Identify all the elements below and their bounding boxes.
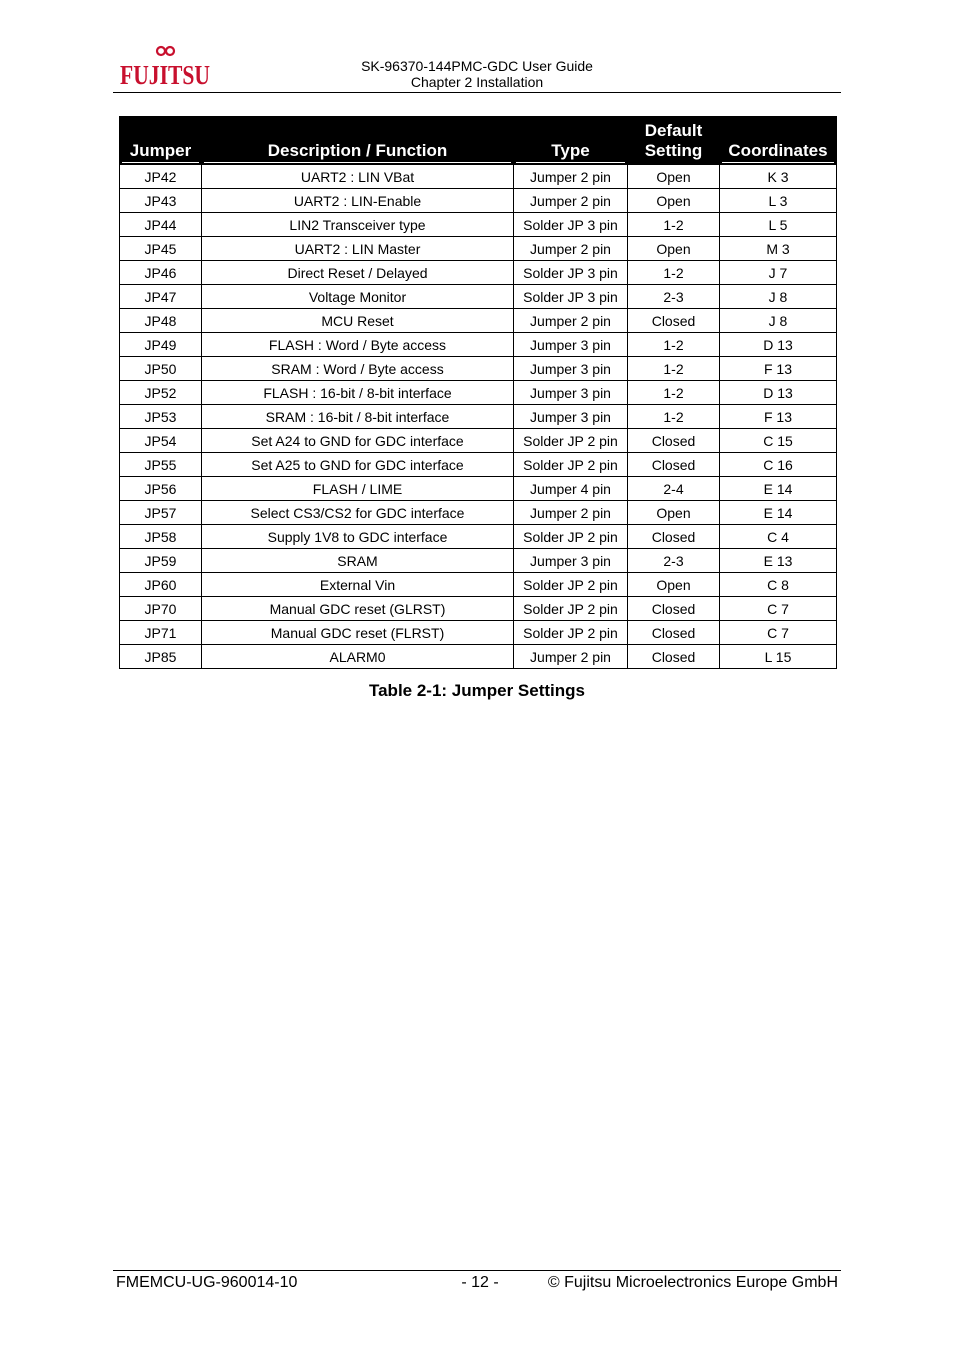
cell-jumper: JP55: [120, 453, 202, 477]
table-row: [120, 645, 837, 669]
cell-coordinates: C 7: [720, 621, 837, 645]
cell-coordinates: L 5: [720, 213, 837, 237]
table-row: [120, 477, 837, 501]
cell-coordinates: C 4: [720, 525, 837, 549]
table-caption: Table 2-1: Jumper Settings: [368, 681, 585, 700]
cell-coordinates: L 3: [720, 189, 837, 213]
cell-jumper: JP57: [120, 501, 202, 525]
col-header-description: Description / Function: [202, 117, 514, 165]
cell-type: Jumper 2 pin: [514, 501, 628, 525]
cell-coordinates: F 13: [720, 357, 837, 381]
cell-jumper: JP70: [120, 597, 202, 621]
cell-description: SRAM : Word / Byte access: [202, 357, 514, 381]
cell-type: Jumper 3 pin: [514, 333, 628, 357]
cell-description: LIN2 Transceiver type: [202, 213, 514, 237]
cell-type: Solder JP 2 pin: [514, 597, 628, 621]
cell-default: 1-2: [628, 261, 720, 285]
cell-coordinates: D 13: [720, 333, 837, 357]
cell-type: Jumper 3 pin: [514, 381, 628, 405]
cell-description: SRAM : 16-bit / 8-bit interface: [202, 405, 514, 429]
footer-divider: [113, 1270, 841, 1271]
fujitsu-logo: [120, 44, 212, 92]
table-row: [120, 549, 837, 573]
cell-jumper: JP54: [120, 429, 202, 453]
cell-type: Jumper 2 pin: [514, 645, 628, 669]
table-row: [120, 309, 837, 333]
cell-description: UART2 : LIN Master: [202, 237, 514, 261]
cell-default: Open: [628, 237, 720, 261]
col-header-jumper: Jumper: [120, 117, 202, 165]
chapter-title: Chapter 2 Installation: [410, 74, 544, 90]
cell-type: Jumper 2 pin: [514, 189, 628, 213]
cell-default: Closed: [628, 621, 720, 645]
cell-jumper: JP85: [120, 645, 202, 669]
cell-default: 2-3: [628, 549, 720, 573]
cell-type: Jumper 3 pin: [514, 405, 628, 429]
cell-coordinates: J 8: [720, 309, 837, 333]
cell-jumper: JP50: [120, 357, 202, 381]
cell-description: UART2 : LIN VBat: [202, 164, 514, 189]
cell-coordinates: E 14: [720, 501, 837, 525]
cell-type: Solder JP 2 pin: [514, 453, 628, 477]
footer-copyright: © Fujitsu Microelectronics Europe GmbH: [547, 1274, 838, 1291]
table-row: [120, 453, 837, 477]
cell-type: Jumper 2 pin: [514, 237, 628, 261]
cell-jumper: JP42: [120, 164, 202, 189]
cell-coordinates: K 3: [720, 164, 837, 189]
cell-coordinates: F 13: [720, 405, 837, 429]
cell-default: 1-2: [628, 213, 720, 237]
table-row: [120, 285, 837, 309]
cell-default: Open: [628, 501, 720, 525]
col-header-type: Type: [514, 117, 628, 165]
cell-description: Direct Reset / Delayed: [202, 261, 514, 285]
cell-coordinates: J 8: [720, 285, 837, 309]
cell-description: Set A24 to GND for GDC interface: [202, 429, 514, 453]
cell-type: Solder JP 2 pin: [514, 429, 628, 453]
cell-coordinates: C 15: [720, 429, 837, 453]
cell-description: MCU Reset: [202, 309, 514, 333]
cell-default: Closed: [628, 597, 720, 621]
cell-default: Closed: [628, 645, 720, 669]
cell-description: Set A25 to GND for GDC interface: [202, 453, 514, 477]
cell-description: External Vin: [202, 573, 514, 597]
cell-type: Solder JP 2 pin: [514, 525, 628, 549]
table-row: [120, 333, 837, 357]
cell-default: Closed: [628, 309, 720, 333]
cell-type: Solder JP 3 pin: [514, 213, 628, 237]
table-header-row: [120, 117, 837, 165]
jumper-settings-table: [119, 116, 837, 669]
table-row: [120, 405, 837, 429]
table-row: [120, 429, 837, 453]
cell-coordinates: E 13: [720, 549, 837, 573]
header-divider: [113, 92, 841, 93]
cell-default: 1-2: [628, 405, 720, 429]
cell-jumper: JP44: [120, 213, 202, 237]
cell-default: 2-4: [628, 477, 720, 501]
col-header-coordinates: Coordinates: [720, 117, 837, 165]
cell-description: FLASH : 16-bit / 8-bit interface: [202, 381, 514, 405]
cell-default: 1-2: [628, 357, 720, 381]
cell-jumper: JP46: [120, 261, 202, 285]
cell-default: Closed: [628, 525, 720, 549]
table-row: [120, 189, 837, 213]
cell-default: Open: [628, 164, 720, 189]
cell-default: Open: [628, 573, 720, 597]
cell-coordinates: C 16: [720, 453, 837, 477]
cell-default: 1-2: [628, 333, 720, 357]
table-row: [120, 357, 837, 381]
table-row: [120, 237, 837, 261]
footer-page-number: - 12 -: [461, 1274, 499, 1291]
cell-type: Jumper 4 pin: [514, 477, 628, 501]
cell-coordinates: J 7: [720, 261, 837, 285]
cell-default: Closed: [628, 429, 720, 453]
cell-jumper: JP71: [120, 621, 202, 645]
cell-coordinates: M 3: [720, 237, 837, 261]
table-row: [120, 381, 837, 405]
cell-type: Solder JP 2 pin: [514, 573, 628, 597]
cell-coordinates: C 8: [720, 573, 837, 597]
cell-jumper: JP52: [120, 381, 202, 405]
cell-type: Solder JP 3 pin: [514, 285, 628, 309]
table-row: [120, 164, 837, 189]
table-row: [120, 213, 837, 237]
cell-coordinates: C 7: [720, 597, 837, 621]
cell-jumper: JP43: [120, 189, 202, 213]
cell-default: Open: [628, 189, 720, 213]
table-row: [120, 525, 837, 549]
cell-type: Jumper 3 pin: [514, 357, 628, 381]
cell-type: Jumper 2 pin: [514, 164, 628, 189]
cell-description: SRAM: [202, 549, 514, 573]
table-row: [120, 621, 837, 645]
cell-type: Solder JP 3 pin: [514, 261, 628, 285]
cell-default: 2-3: [628, 285, 720, 309]
cell-jumper: JP60: [120, 573, 202, 597]
svg-text:FUJITSU: FUJITSU: [120, 60, 210, 90]
cell-jumper: JP45: [120, 237, 202, 261]
cell-description: Manual GDC reset (GLRST): [202, 597, 514, 621]
cell-jumper: JP49: [120, 333, 202, 357]
footer-doc-id: FMEMCU-UG-960014-10: [116, 1274, 298, 1291]
cell-description: UART2 : LIN-Enable: [202, 189, 514, 213]
table-row: [120, 261, 837, 285]
cell-jumper: JP53: [120, 405, 202, 429]
cell-default: Closed: [628, 453, 720, 477]
cell-description: ALARM0: [202, 645, 514, 669]
table-row: [120, 597, 837, 621]
table-row: [120, 501, 837, 525]
col-header-default-setting: Default Setting: [628, 117, 720, 165]
document-title: SK-96370-144PMC-GDC User Guide: [361, 58, 593, 74]
cell-jumper: JP48: [120, 309, 202, 333]
cell-description: Select CS3/CS2 for GDC interface: [202, 501, 514, 525]
cell-type: Jumper 3 pin: [514, 549, 628, 573]
cell-jumper: JP56: [120, 477, 202, 501]
cell-description: FLASH : Word / Byte access: [202, 333, 514, 357]
cell-coordinates: L 15: [720, 645, 837, 669]
cell-type: Solder JP 2 pin: [514, 621, 628, 645]
cell-description: Manual GDC reset (FLRST): [202, 621, 514, 645]
cell-description: FLASH / LIME: [202, 477, 514, 501]
cell-jumper: JP47: [120, 285, 202, 309]
cell-coordinates: D 13: [720, 381, 837, 405]
cell-coordinates: E 14: [720, 477, 837, 501]
cell-jumper: JP58: [120, 525, 202, 549]
cell-description: Supply 1V8 to GDC interface: [202, 525, 514, 549]
cell-default: 1-2: [628, 381, 720, 405]
cell-jumper: JP59: [120, 549, 202, 573]
cell-type: Jumper 2 pin: [514, 309, 628, 333]
table-row: [120, 573, 837, 597]
cell-description: Voltage Monitor: [202, 285, 514, 309]
